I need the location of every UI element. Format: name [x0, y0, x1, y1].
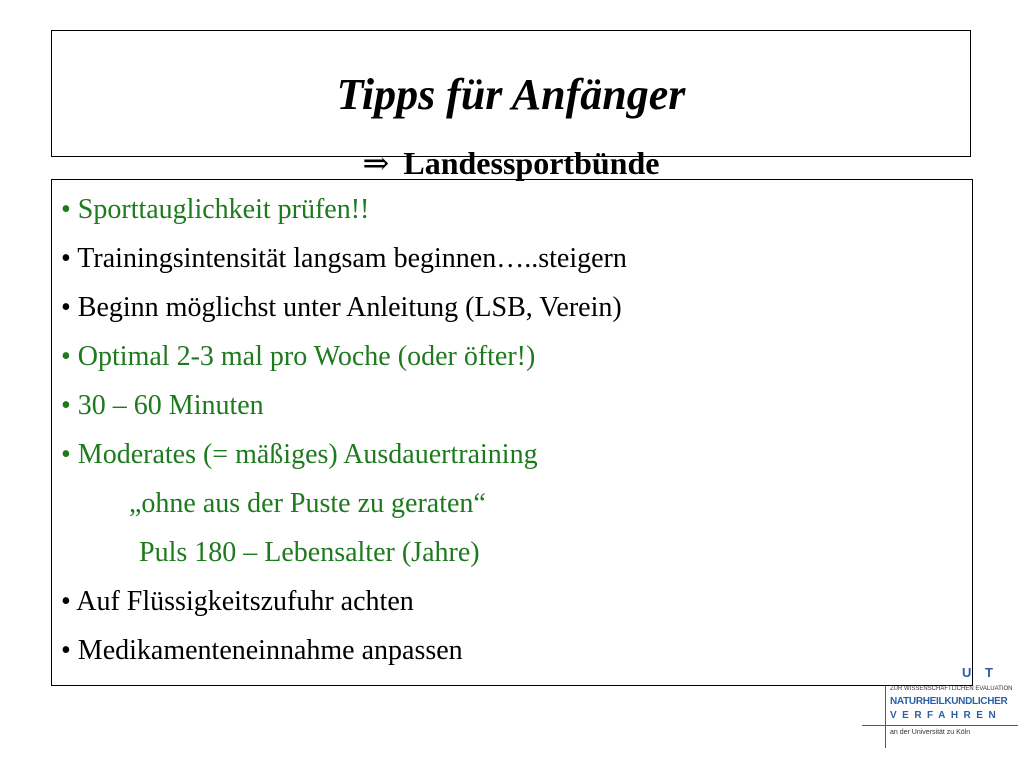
title-box: [51, 30, 971, 181]
institute-logo: [858, 665, 1018, 750]
slide-subtitle: [52, 147, 970, 179]
list-item: • Optimal 2-3 mal pro Woche (oder öfter!): [61, 341, 536, 372]
logo-line-1: ZUR WISSENSCHAFTLICHEN EVALUATION: [890, 686, 1013, 692]
list-item: • Sporttauglichkeit prüfen!!: [61, 194, 370, 225]
double-arrow-icon: ⇒: [362, 145, 390, 181]
logo-top-text: U T: [962, 665, 998, 680]
logo-line-2: NATURHEILKUNDLICHER: [890, 696, 1008, 707]
list-item: • Auf Flüssigkeitszufuhr achten: [61, 586, 414, 617]
slide-title: Tipps für Anfänger: [336, 70, 686, 119]
logo-line-3: VERFAHREN: [890, 710, 1002, 721]
content-box: [51, 179, 973, 686]
list-item: • Medikamenteneinnahme anpassen: [61, 635, 463, 666]
list-item: • 30 – 60 Minuten: [61, 390, 264, 421]
list-subitem: Puls 180 – Lebensalter (Jahre): [139, 537, 480, 568]
logo-vertical-rule: [885, 686, 886, 748]
list-item: • Moderates (= mäßiges) Ausdauertraining: [61, 439, 538, 470]
list-item: • Beginn möglichst unter Anleitung (LSB, Verein): [61, 292, 622, 323]
list-subitem: „ohne aus der Puste zu geraten“: [129, 488, 486, 519]
subtitle-text: Landessportbünde: [403, 145, 660, 181]
logo-line-4: an der Universität zu Köln: [890, 729, 971, 736]
list-item: • Trainingsintensität langsam beginnen…..steigern: [61, 243, 627, 274]
logo-horizontal-rule: [862, 725, 1018, 726]
